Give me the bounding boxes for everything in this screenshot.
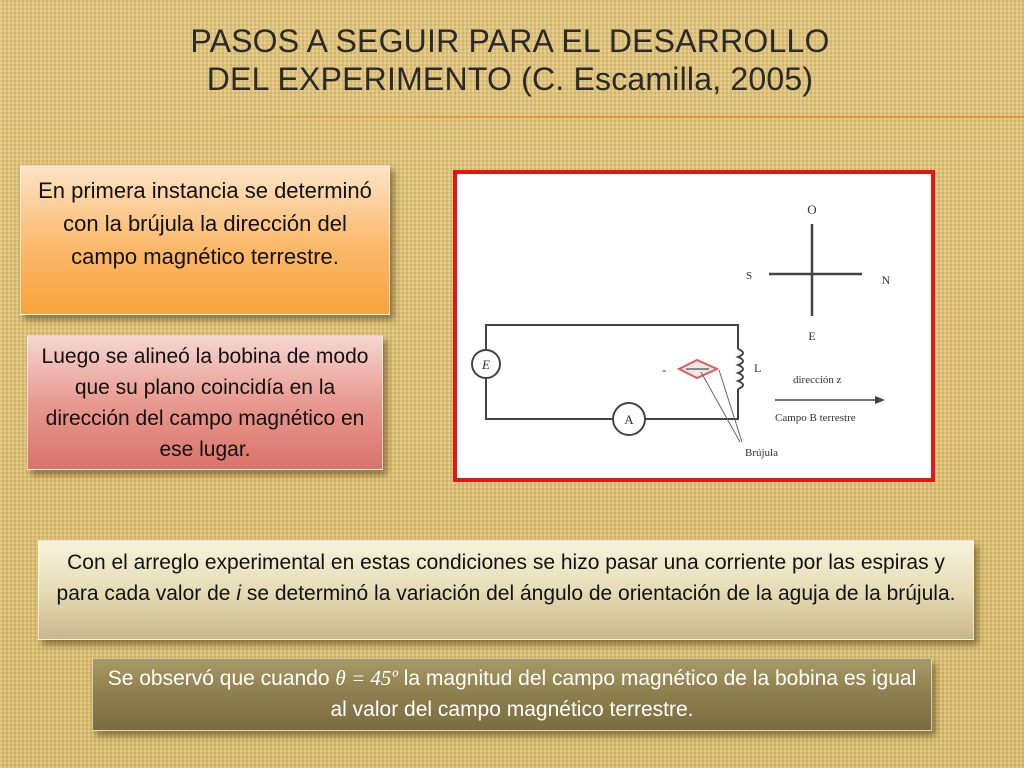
coil-symbol xyxy=(738,349,743,389)
title-line-2: DEL EXPERIMENTO (C. Escamilla, 2005) xyxy=(206,61,814,97)
conclusion-math: θ = 45º xyxy=(335,666,398,690)
direction-label: dirección z xyxy=(793,374,842,386)
experiment-diagram xyxy=(453,170,935,482)
conclusion-text-2: la magnitud del campo magnético de la bobina es igual al valor del campo magnético terrestre. xyxy=(330,667,917,721)
title-line-1: PASOS A SEGUIR PARA EL DESARROLLO xyxy=(190,23,830,59)
step-1-box xyxy=(20,165,390,315)
source-label: E xyxy=(482,357,490,372)
ammeter-label: A xyxy=(624,412,634,427)
title-underline xyxy=(220,116,1024,118)
compass-pointer-line-1 xyxy=(701,372,740,442)
diagram-svg xyxy=(457,174,931,478)
minus-label: - xyxy=(662,362,667,377)
compass-east-label: N xyxy=(881,273,891,287)
conclusion-text-1: Se observó que cuando xyxy=(107,667,336,690)
field-label: Campo B terrestre xyxy=(775,412,856,424)
direction-arrow-head xyxy=(875,396,885,404)
step-1-text: En primera instancia se determinó con la brújula la dirección del campo magnético terrestre. xyxy=(38,178,372,269)
compass-south-label: E xyxy=(808,329,816,343)
coil-label: L xyxy=(754,361,762,375)
conclusion-box xyxy=(92,658,932,731)
step-3-box xyxy=(38,540,974,640)
circuit-wire-left-bottom xyxy=(486,379,613,419)
circuit-wire-top xyxy=(486,325,738,349)
step-2-box xyxy=(27,335,383,470)
step-3-text-1: Con el arreglo experimental en estas condiciones se hizo pasar una corriente por las espiras y para cada valor de xyxy=(56,551,945,605)
compass-label: Brújula xyxy=(745,447,778,459)
circuit-wire-right-bottom xyxy=(645,389,738,419)
step-3-text-2: se determinó la variación del ángulo de orientación de la aguja de la brújula. xyxy=(240,582,956,605)
compass-west-label: S xyxy=(745,270,753,282)
slide-title xyxy=(160,22,860,98)
compass-north-label: O xyxy=(807,202,817,217)
step-2-text: Luego se alineó la bobina de modo que su plano coincidía en la dirección del campo magnético en ese lugar. xyxy=(41,345,369,461)
current-variable: i xyxy=(236,582,241,605)
